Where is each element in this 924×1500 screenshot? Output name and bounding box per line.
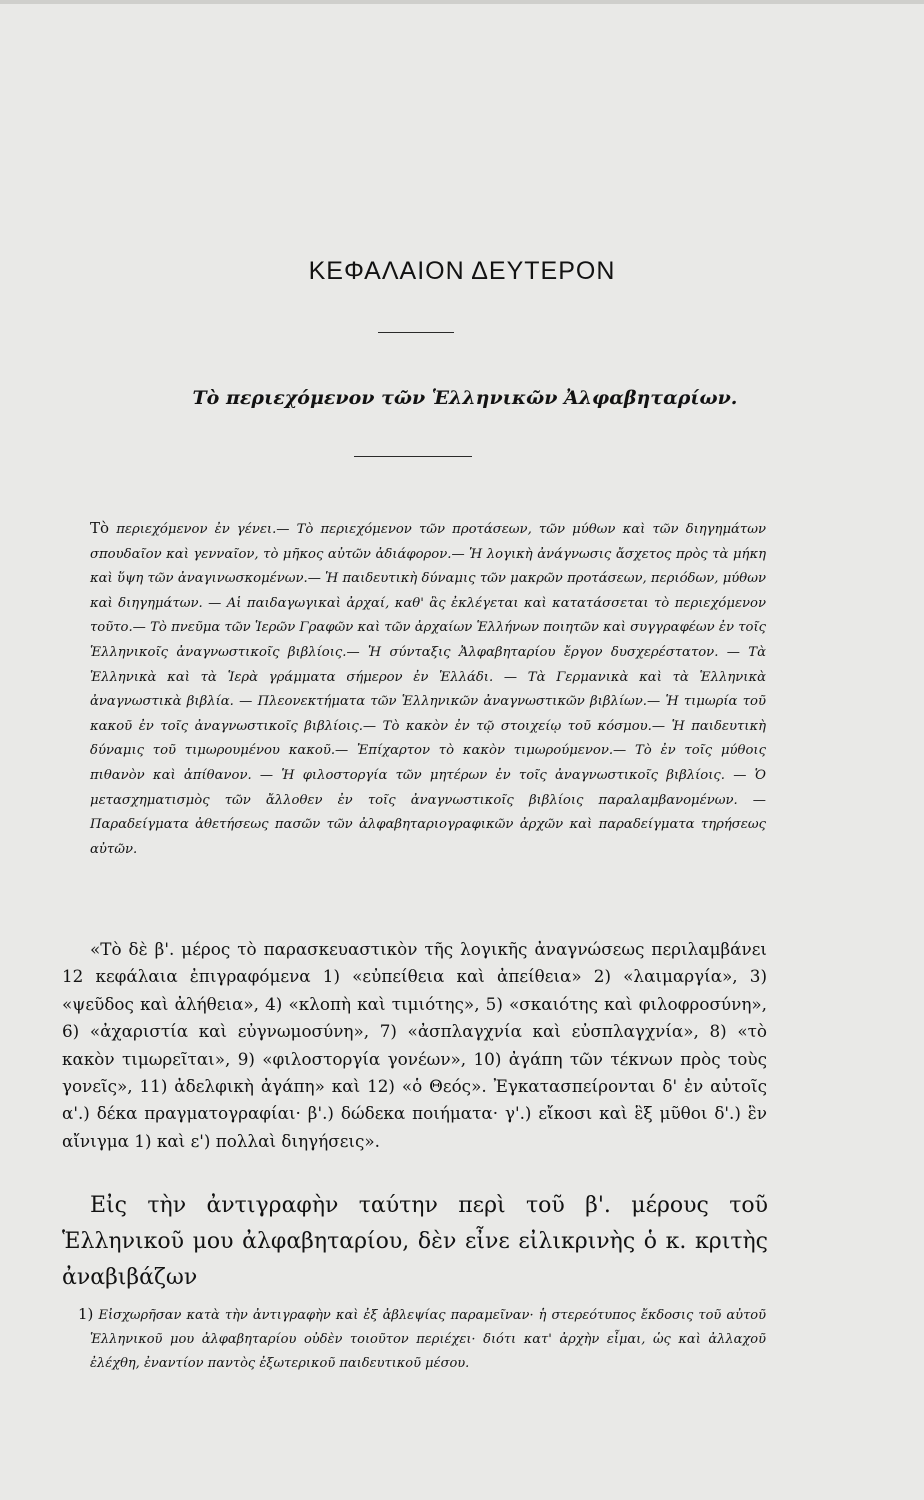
footnote-text: Εἰσχωρῆσαν κατὰ τὴν ἀντιγραφὴν καὶ ἐξ ἀβλεψίας παραμεῖναν· ἡ στερεότυπος ἔκδοσις τοῦ αὐτοῦ Ἑλληνικοῦ μου ἀλφαβηταρίου οὐδὲν τοιοῦτον περιέχει· διότι κατ' ἀρχὴν εἶμαι, ὡς καὶ ἀλλαχοῦ ἐλέχθη, ἐναντίον παντὸς ἐξωτερικοῦ παιδευτικοῦ μέσου. [90,1308,766,1371]
body-paragraph: Εἰς τὴν ἀντιγραφὴν ταύτην περὶ τοῦ β'. μέρους τοῦ Ἑλληνικοῦ μου ἀλφαβηταρίου, δὲν εἶνε εἰλικρινὴς ὁ κ. κριτὴς ἀναβιβάζων [62,1193,768,1290]
quoted-paragraph: «Τὸ δὲ β'. μέρος τὸ παρασκευαστικὸν τῆς λογικῆς ἀναγνώσεως περιλαμβάνει 12 κεφάλαια ἐπιγραφόμενα 1) «εὐπείθεια καὶ ἀπείθεια» 2) «λαιμαργία», 3) «ψεῦδος καὶ ἀλήθεια», 4) «κλοπὴ καὶ τιμιότης», 5) «σκαιότης καὶ φιλοφροσύνη», 6) «ἀχαριστία καὶ εὐγνωμοσύνη», 7) «ἀσπλαγχνία καὶ εὐσπλαγχνία», 8) «τὸ κακὸν τιμωρεῖται», 9) «φιλοστοργία γονέων», 10) ἀγάπη τῶν τέκνων πρὸς τοὺς γονεῖς», 11) ἀδελφικὴ ἀγάπη» καὶ 12) «ὁ Θεός». Ἐγκατασπείρονται δ' ἐν αὐτοῖς α'.) δέκα πραγματογραφίαι· β'.) δώδεκα ποιήματα· γ'.) εἴκοσι καὶ ἓξ μῦθοι δ'.) ἓν αἴνιγμα 1) καὶ ε') πολλαὶ διηγήσεις». [62,939,767,1151]
footnote [78,1302,766,1376]
subtitle-divider [354,456,472,457]
summary-initial: Τὸ [90,519,110,537]
footnote-mark: 1) [78,1305,94,1323]
chapter-subtitle: Τὸ περιεχόμενον τῶν Ἑλληνικῶν Ἀλφαβηταρίων. [192,387,738,409]
title-divider [378,332,454,333]
chapter-title: ΚΕΦΑΛΑΙΟΝ ΔΕΥΤΕΡΟΝ [308,257,616,285]
summary-text: περιεχόμενον ἐν γένει.— Τὸ περιεχόμενον τῶν προτάσεων, τῶν μύθων καὶ τῶν διηγημάτων σπουδαῖον καὶ γενναῖον, τὸ μῆκος αὐτῶν ἀδιάφορον.— Ἡ λογικὴ ἀνάγνωσις ἄσχετος πρὸς τὰ μήκη καὶ ὕψη τῶν ἀναγινωσκομένων.— Ἡ παιδευτικὴ δύναμις τῶν μακρῶν προτάσεων, περιόδων, μύθων καὶ διηγημάτων. — Αἱ παιδαγωγικαὶ ἀρχαί, καθ' ἃς ἐκλέγεται καὶ κατατάσσεται τὸ περιεχόμενον τοῦτο.— Τὸ πνεῦμα τῶν Ἱερῶν Γραφῶν καὶ τῶν ἀρχαίων Ἑλλήνων ποιητῶν καὶ συγγραφέων ἐν τοῖς Ἑλληνικοῖς ἀναγνωστικοῖς βιβλίοις.— Ἡ σύνταξις Ἀλφαβηταρίου ἔργον δυσχερέστατον. — Τὰ Ἑλληνικὰ καὶ τὰ Ἱερὰ γράμματα σήμερον ἐν Ἑλλάδι. — Τὰ Γερμανικὰ καὶ τὰ Ἑλληνικὰ ἀναγνωστικὰ βιβλία. — Πλεονεκτήματα τῶν Ἑλληνικῶν ἀναγνωστικῶν βιβλίων.— Ἡ τιμωρία τοῦ κακοῦ ἐν τοῖς ἀναγνωστικοῖς βιβλίοις.— Τὸ κακὸν ἐν τῷ στοιχείῳ τοῦ κόσμου.— Ἡ παιδευτικὴ δύναμις τοῦ τιμωρουμένου κακοῦ.— Ἐπίχαρτον τὸ κακὸν τιμωρούμενον.— Τὸ ἐν τοῖς μύθοις πιθανὸν καὶ ἀπίθανον. — Ἡ φιλοστοργία τῶν μητέρων ἐν τοῖς ἀναγνωστικοῖς βιβλίοις. — Ὁ μετασχηματισμὸς τῶν ἄλλοθεν ἐν τοῖς ἀναγνωστικοῖς βιβλίοις παραλαμβανομένων. — Παραδείγματα ἀθετήσεως πασῶν τῶν ἀλφαβηταριογραφικῶν ἀρχῶν καὶ παραδείγματα τηρήσεως αὐτῶν. [90,522,766,857]
chapter-summary [90,516,766,862]
